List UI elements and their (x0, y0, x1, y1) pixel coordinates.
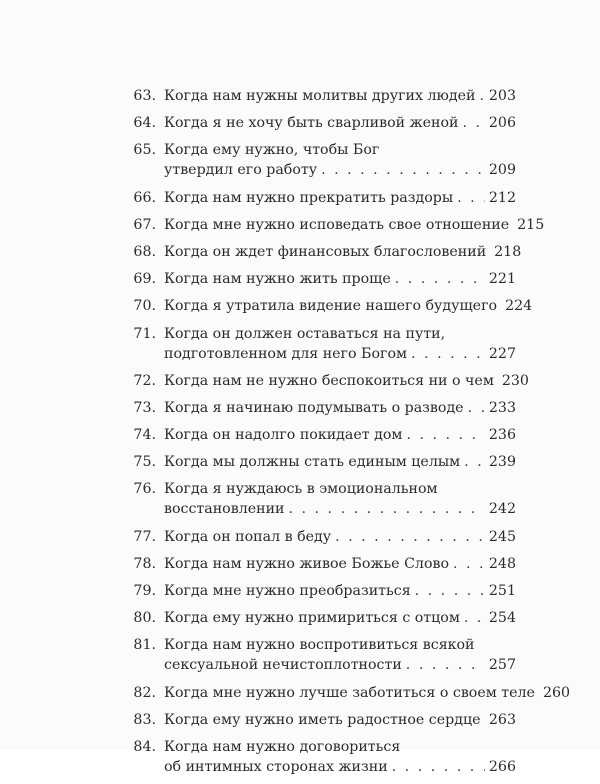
entry-body (164, 581, 516, 601)
entry-number: 82. (116, 683, 164, 703)
toc-entry (116, 608, 516, 628)
entry-title-line: Когда я начинаю подумывать о разводе (164, 398, 464, 418)
entry-title-line: Когда я нуждаюсь в эмоциональном (164, 479, 516, 499)
entry-number: 69. (116, 269, 164, 289)
toc-entry (116, 242, 516, 262)
entry-title-line: Когда мне нужно преобразиться (164, 581, 411, 601)
entry-title-line: Когда мне нужно лучше заботиться о своем теле (164, 683, 535, 703)
page-number: 239 (489, 452, 516, 472)
entry-title-line: Когда нам нужно прекратить раздоры (164, 188, 453, 208)
entry-body (164, 425, 516, 445)
page-number: 218 (494, 242, 521, 262)
page-number: 203 (489, 86, 516, 106)
entry-last-line (164, 757, 516, 777)
dot-leader (392, 757, 485, 777)
entry-number: 64. (116, 113, 164, 133)
table-of-contents (116, 86, 516, 784)
entry-last-line (164, 581, 516, 601)
entry-body (164, 398, 516, 418)
dot-leader (289, 499, 485, 519)
entry-body (164, 683, 516, 703)
entry-last-line (164, 296, 516, 316)
page-number: 224 (505, 296, 532, 316)
dot-leader (335, 527, 485, 547)
page-number: 251 (489, 581, 516, 601)
entry-body (164, 452, 516, 472)
entry-last-line (164, 398, 516, 418)
entry-title-line: об интимных сторонах жизни (164, 757, 388, 777)
toc-entry (116, 371, 516, 391)
entry-body (164, 710, 516, 730)
toc-entry (116, 683, 516, 703)
entry-body (164, 527, 516, 547)
page-number: 257 (489, 655, 516, 675)
entry-title-line: Когда он попал в беду (164, 527, 331, 547)
entry-body (164, 479, 516, 519)
toc-entry (116, 188, 516, 208)
entry-number: 73. (116, 398, 164, 418)
entry-number: 79. (116, 581, 164, 601)
entry-body (164, 86, 516, 106)
entry-number: 78. (116, 554, 164, 574)
entry-number: 76. (116, 479, 164, 519)
page-number: 206 (489, 113, 516, 133)
entry-title-line: Когда он ждет финансовых благословений (164, 242, 486, 262)
toc-entry (116, 215, 516, 235)
page-number: 248 (489, 554, 516, 574)
entry-number: 74. (116, 425, 164, 445)
toc-entry (116, 710, 516, 730)
entry-number: 84. (116, 737, 164, 777)
dot-leader (479, 86, 484, 106)
entry-number: 83. (116, 710, 164, 730)
toc-entry (116, 635, 516, 675)
page-number: 266 (489, 757, 516, 777)
entry-body (164, 296, 516, 316)
dot-leader (411, 344, 485, 364)
entry-title-line: сексуальной нечистоплотности (164, 655, 402, 675)
entry-number: 77. (116, 527, 164, 547)
toc-entry (116, 398, 516, 418)
entry-last-line (164, 554, 516, 574)
entry-last-line (164, 683, 516, 703)
entry-title-line: Когда нам нужно жить проще (164, 269, 391, 289)
page-number: 260 (543, 683, 570, 703)
dot-leader (395, 269, 485, 289)
dot-leader (415, 581, 485, 601)
toc-entry (116, 425, 516, 445)
entry-body (164, 608, 516, 628)
entry-title-line: Когда он надолго покидает дом (164, 425, 402, 445)
page-number: 233 (489, 398, 516, 418)
entry-number: 75. (116, 452, 164, 472)
entry-last-line (164, 344, 516, 364)
dot-leader (464, 452, 485, 472)
dot-leader (406, 655, 485, 675)
toc-entry (116, 324, 516, 364)
entry-body (164, 113, 516, 133)
page-number: 227 (489, 344, 516, 364)
entry-number: 63. (116, 86, 164, 106)
entry-number: 65. (116, 140, 164, 180)
entry-title-line: восстановлении (164, 499, 285, 519)
entry-last-line (164, 499, 516, 519)
entry-last-line (164, 269, 516, 289)
entry-title-line: Когда я не хочу быть сварливой женой (164, 113, 459, 133)
dot-leader (321, 160, 485, 180)
entry-last-line (164, 215, 516, 235)
entry-body (164, 737, 516, 777)
entry-last-line (164, 160, 516, 180)
entry-title-line: Когда мне нужно исповедать свое отношение (164, 215, 509, 235)
dot-leader (464, 608, 485, 628)
toc-entry (116, 140, 516, 180)
entry-title-line: Когда нам нужны молитвы других людей (164, 86, 475, 106)
entry-title-line: Когда нам не нужно беспокоиться ни о чем (164, 371, 494, 391)
toc-entry (116, 296, 516, 316)
entry-title-line: подготовленном для него Богом (164, 344, 407, 364)
dot-leader (457, 188, 485, 208)
entry-last-line (164, 710, 516, 730)
entry-body (164, 269, 516, 289)
toc-entry (116, 479, 516, 519)
entry-body (164, 324, 516, 364)
entry-last-line (164, 371, 516, 391)
dot-leader (406, 425, 484, 445)
entry-last-line (164, 452, 516, 472)
page-number: 236 (489, 425, 516, 445)
entry-body (164, 554, 516, 574)
entry-body (164, 215, 516, 235)
entry-body (164, 635, 516, 675)
page-number: 263 (489, 710, 516, 730)
entry-last-line (164, 113, 516, 133)
entry-title-line: Когда нам нужно живое Божье Слово (164, 554, 449, 574)
entry-title-line: Когда я утратила видение нашего будущего (164, 296, 497, 316)
entry-number: 71. (116, 324, 164, 364)
entry-last-line (164, 655, 516, 675)
entry-body (164, 140, 516, 180)
toc-entry (116, 554, 516, 574)
entry-last-line (164, 527, 516, 547)
entry-last-line (164, 188, 516, 208)
entry-body (164, 371, 516, 391)
entry-title-line: Когда мы должны стать единым целым (164, 452, 460, 472)
entry-last-line (164, 608, 516, 628)
entry-number: 67. (116, 215, 164, 235)
entry-number: 70. (116, 296, 164, 316)
toc-entry (116, 269, 516, 289)
entry-title-line: Когда ему нужно, чтобы Бог (164, 140, 516, 160)
entry-number: 66. (116, 188, 164, 208)
entry-number: 72. (116, 371, 164, 391)
entry-title-line: Когда нам нужно договориться (164, 737, 516, 757)
page-number: 254 (489, 608, 516, 628)
entry-last-line (164, 425, 516, 445)
entry-body (164, 188, 516, 208)
page-number: 209 (489, 160, 516, 180)
dot-leader (468, 398, 485, 418)
entry-title-line: Когда ему нужно примириться с отцом (164, 608, 460, 628)
toc-entry (116, 527, 516, 547)
entry-last-line (164, 242, 516, 262)
toc-entry (116, 113, 516, 133)
toc-entry (116, 581, 516, 601)
page-number: 221 (489, 269, 516, 289)
entry-title-line: Когда ему нужно иметь радостное сердце (164, 710, 480, 730)
entry-title-line: Когда он должен оставаться на пути, (164, 324, 516, 344)
page-number: 245 (489, 527, 516, 547)
entry-number: 80. (116, 608, 164, 628)
toc-entry (116, 737, 516, 777)
entry-last-line (164, 86, 516, 106)
dot-leader (463, 113, 485, 133)
page-number: 215 (517, 215, 544, 235)
entry-body (164, 242, 516, 262)
dot-leader (453, 554, 485, 574)
entry-title-line: Когда нам нужно воспротивиться всякой (164, 635, 516, 655)
entry-number: 68. (116, 242, 164, 262)
entry-title-line: утвердил его работу (164, 160, 317, 180)
entry-number: 81. (116, 635, 164, 675)
toc-entry (116, 452, 516, 472)
page-number: 212 (489, 188, 516, 208)
toc-entry (116, 86, 516, 106)
page-number: 230 (502, 371, 529, 391)
page-number: 242 (489, 499, 516, 519)
